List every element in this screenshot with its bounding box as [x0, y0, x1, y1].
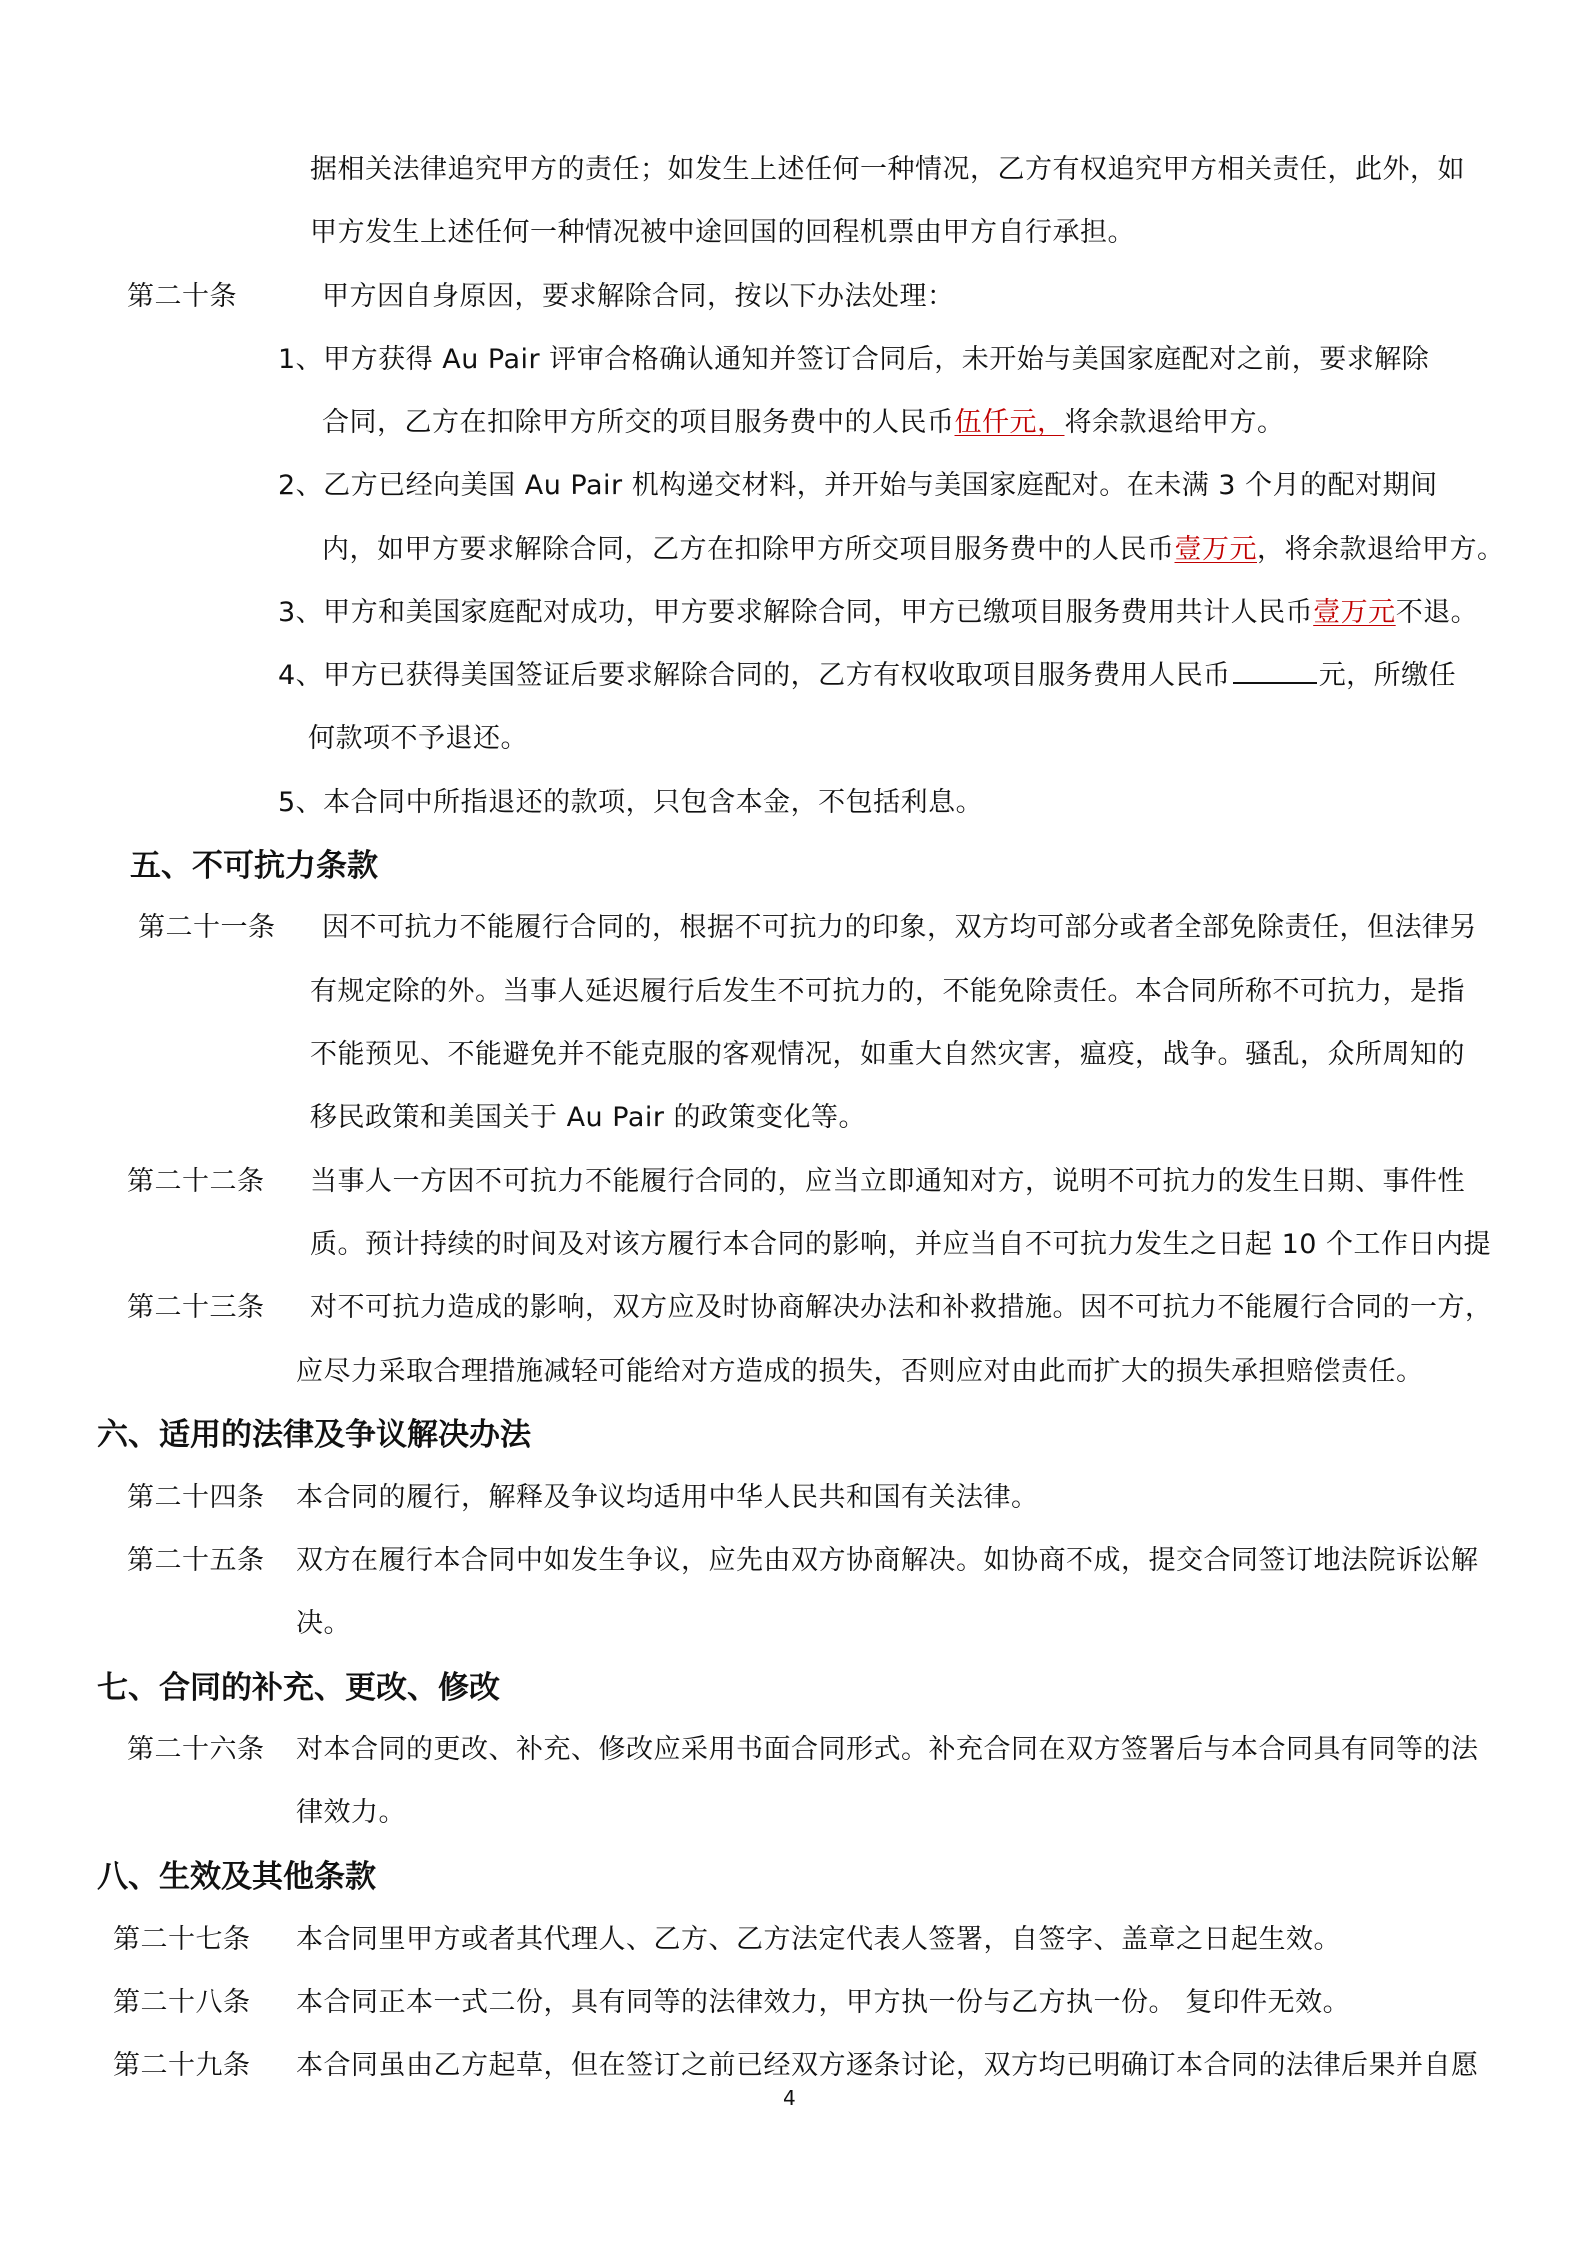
text-line: 本合同的履行，解释及争议均适用中华人民共和国有关法律。	[296, 1482, 1039, 1513]
text-line: 不能预见、不能避免并不能克服的客观情况，如重大自然灾害，瘟疫，战争。骚乱，众所周知的	[310, 1039, 1465, 1070]
text-line: 甲方因自身原因，要求解除合同，按以下办法处理：	[322, 281, 955, 312]
article-label: 第二十四条	[127, 1482, 265, 1513]
text-span: ，将余款退给甲方。	[1257, 534, 1505, 565]
section-heading: 六、适用的法律及争议解决办法	[97, 1417, 531, 1453]
text-line: 本合同虽由乙方起草，但在签订之前已经双方逐条讨论，双方均已明确订本合同的法律后果并自愿	[296, 2050, 1479, 2081]
list-item	[278, 593, 1478, 633]
text-line: 甲方发生上述任何一种情况被中途回国的回程机票由甲方自行承担。	[310, 217, 1135, 248]
text-line: 移民政策和美国关于 Au Pair 的政策变化等。	[310, 1102, 867, 1133]
text-line: 双方在履行本合同中如发生争议，应先由双方协商解决。如协商不成，提交合同签订地法院诉讼解	[296, 1545, 1479, 1576]
text-span: 元，所缴任	[1318, 660, 1457, 691]
red-amount: 壹万元	[1313, 597, 1396, 628]
article-label: 第二十七条	[113, 1924, 251, 1955]
section-heading: 五、不可抗力条款	[130, 848, 378, 884]
article-label: 第二十五条	[127, 1545, 265, 1576]
list-item: 5、本合同中所指退还的款项，只包含本金，不包括利息。	[278, 787, 984, 818]
text-span: 3、甲方和美国家庭配对成功，甲方要求解除合同，甲方已缴项目服务费用共计人民币	[278, 597, 1314, 628]
article-label: 第二十六条	[127, 1734, 265, 1765]
text-line: 质。预计持续的时间及对该方履行本合同的影响，并应当自不可抗力发生之日起 10 个工作日内提	[310, 1229, 1492, 1260]
text-line	[322, 530, 1505, 570]
list-item: 2、乙方已经向美国 Au Pair 机构递交材料，并开始与美国家庭配对。在未满 3 个月的配对期间	[278, 470, 1438, 501]
list-item: 1、甲方获得 Au Pair 评审合格确认通知并签订合同后，未开始与美国家庭配对之前，要求解除	[278, 344, 1430, 375]
text-line: 对本合同的更改、补充、修改应采用书面合同形式。补充合同在双方签署后与本合同具有同等的法	[296, 1734, 1479, 1765]
article-label: 第二十条	[127, 281, 237, 312]
text-line: 决。	[296, 1608, 351, 1639]
text-span: 不退。	[1395, 597, 1479, 628]
text-span: 4、甲方已获得美国签证后要求解除合同的，乙方有权收取项目服务费用人民币	[278, 660, 1231, 691]
section-heading: 八、生效及其他条款	[97, 1859, 376, 1895]
text-line: 应尽力采取合理措施减轻可能给对方造成的损失，否则应对由此而扩大的损失承担赔偿责任。	[296, 1356, 1424, 1387]
text-line: 对不可抗力造成的影响，双方应及时协商解决办法和补救措施。因不可抗力不能履行合同的一方，	[310, 1292, 1493, 1323]
red-amount: 壹万元	[1174, 534, 1257, 565]
text-line: 律效力。	[296, 1797, 406, 1828]
text-line: 当事人一方因不可抗力不能履行合同的，应当立即通知对方，说明不可抗力的发生日期、事件性	[310, 1166, 1465, 1197]
article-label: 第二十九条	[113, 2050, 251, 2081]
section-heading: 七、合同的补充、更改、修改	[97, 1670, 500, 1706]
blank-field	[1233, 656, 1317, 684]
text-span: 内，如甲方要求解除合同，乙方在扣除甲方所交项目服务费中的人民币	[322, 534, 1175, 565]
article-label: 第二十三条	[127, 1292, 265, 1323]
article-label: 第二十八条	[113, 1987, 251, 2018]
list-item	[278, 656, 1456, 696]
text-line: 本合同里甲方或者其代理人、乙方、乙方法定代表人签署，自签字、盖章之日起生效。	[296, 1924, 1341, 1955]
text-line: 据相关法律追究甲方的责任；如发生上述任何一种情况，乙方有权追究甲方相关责任，此外，如	[310, 154, 1465, 185]
text-line: 何款项不予退还。	[308, 723, 528, 754]
text-line	[322, 403, 1285, 443]
text-span: 将余款退给甲方。	[1064, 407, 1285, 438]
red-amount: 伍仟元，	[954, 407, 1065, 438]
text-span: 合同，乙方在扣除甲方所交的项目服务费中的人民币	[322, 407, 955, 438]
article-label: 第二十二条	[127, 1166, 265, 1197]
text-line: 因不可抗力不能履行合同的，根据不可抗力的印象，双方均可部分或者全部免除责任，但法律另	[322, 912, 1477, 943]
text-line: 本合同正本一式二份，具有同等的法律效力，甲方执一份与乙方执一份。 复印件无效。	[296, 1987, 1351, 2018]
page-number: 4	[783, 2086, 796, 2110]
text-line: 有规定除的外。当事人延迟履行后发生不可抗力的，不能免除责任。本合同所称不可抗力，是指	[310, 976, 1465, 1007]
article-label: 第二十一条	[138, 912, 276, 943]
